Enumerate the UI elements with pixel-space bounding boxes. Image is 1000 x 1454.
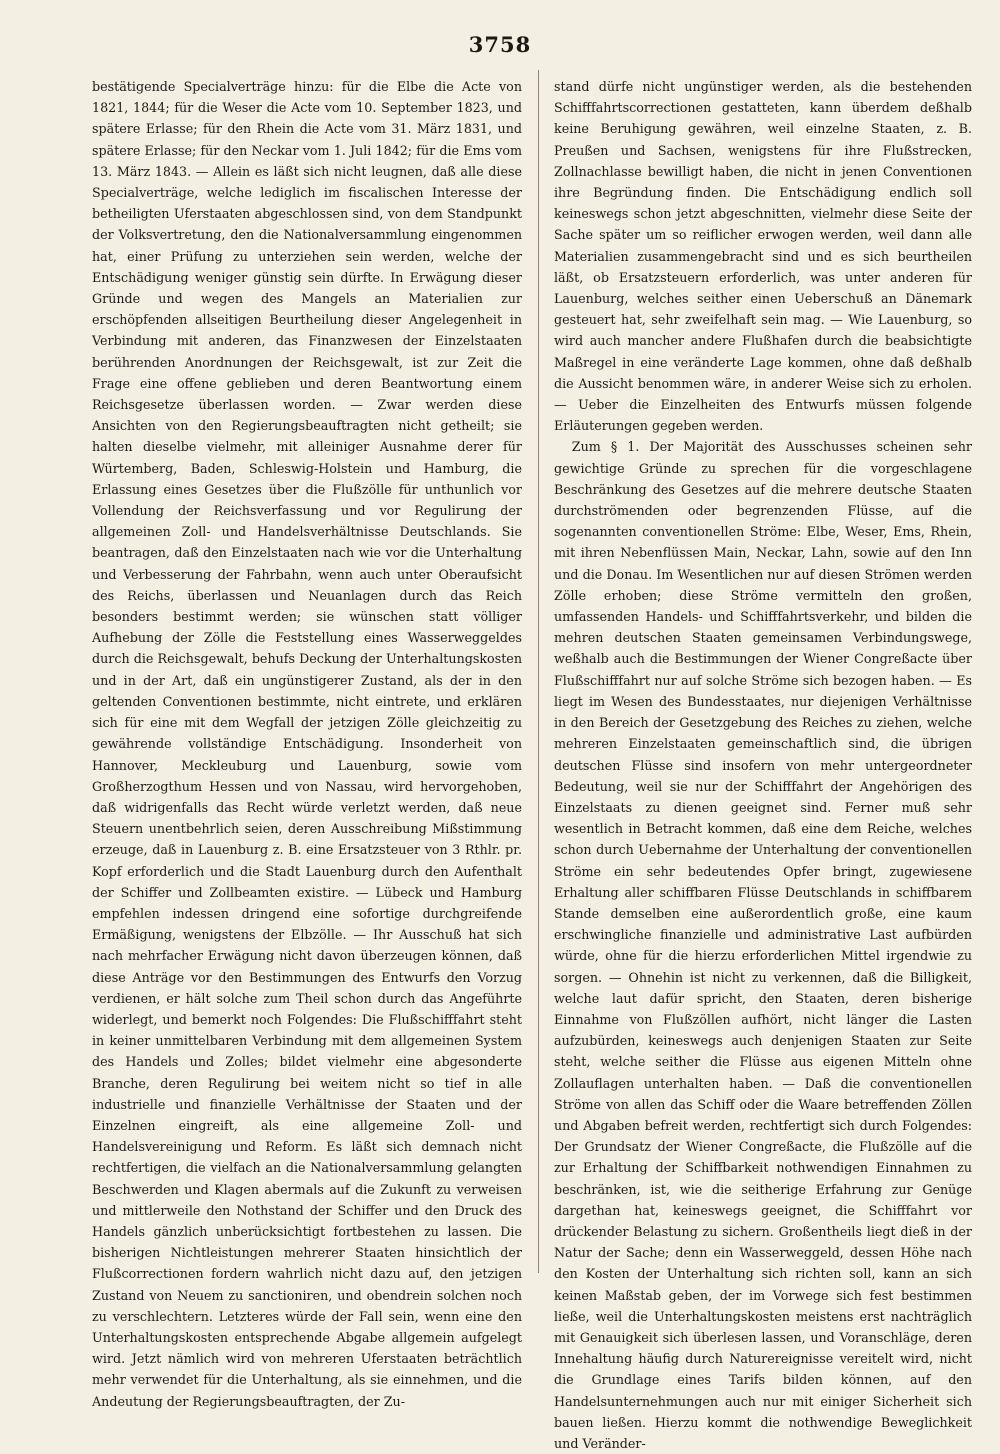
paragraph: Zum § 1. Der Majorität des Ausschusses scheinen sehr gewichtige Gründe zu sprechen für die vorgeschlagene Beschränkung des Gesetzes auf die mehrere deutsche Staaten durchströmenden oder begrenzenden Flüsse, auf die sogenannten conventionellen Ströme: Elbe, Weser, Ems, Rhein, mit ihren Nebenflüssen Main, Neckar, Lahn, sowie auf den Inn und die Donau. Im Wesentlichen nur auf diesen Strömen werden Zölle erhoben; diese Ströme vermitteln den großen, umfassenden Handels- und Schifffahrtsverkehr, und bilden die mehren deutschen Staaten gemeinsamen Verbindungswege, weßhalb auch die Bestimmungen der Wiener Congreßacte über Flußschifffahrt nur auf solche Ströme sich bezogen haben. — Es liegt im Wesen des Bundesstaates, nur diejenigen Verhältnisse in den Bereich der Gesetzgebung des Reiches zu ziehen, welche mehreren Einzelstaaten gemeinschaftlich sind, die übrigen deutschen Flüsse sind insofern von mehr untergeordneter Bedeutung, weil sie nur der Schifffahrt der Angehörigen des Einzelstaats zu dienen geeignet sind. Ferner muß sehr wesentlich in Betracht kommen, daß eine dem Reiche, welches schon durch Uebernahme der Unterhaltung der conventionellen Ströme ein sehr bedeutendes Opfer bringt, zugewiesene Erhaltung aller schiffbaren Flüsse Deutschlands in schiffbarem Stande demselben eine außerordentlich große, eine kaum erschwingliche finanzielle und administrative Last aufbürden würde, ohne für die hierzu erforderlichen Mittel irgendwie zu sorgen. — Ohnehin ist nicht zu verkennen, daß die Billigkeit, welche laut dafür spricht, den Staaten, deren bisherige Einnahme von Flußzöllen aufhört, nicht länger die Lasten aufzubürden, keineswegs auch denjenigen Staaten zur Seite steht, welche seither die Flüsse aus eigenen Mitteln ohne Zollauflagen unterhalten haben. — Daß die conventionellen Ströme von allen das Schiff oder die Waare betreffenden Zöllen und Abgaben befreit werden, rechtfertigt sich durch Folgendes: Der Grundsatz der Wiener Congreßacte, die Flußzölle auf die zur Erhaltung der Schiffbarkeit nothwendigen Einnahmen zu beschränken, ist, wie die seitherige Erfahrung zur Genüge dargethan hat, keineswegs geeignet, die Schifffahrt vor drückender Belastung zu sichern. Großentheils liegt dieß in der Natur der Sache; denn ein Wasserweggeld, dessen Höhe nach den Kosten der Unterhaltung sich richten soll, kann an sich keinen Maßstab geben, der im Vorwege sich fest bestimmen ließe, weil die Unterhaltungskosten meistens erst nachträglich mit Genauigkeit sich überlesen lassen, und Voranschläge, deren Innehaltung häufig durch Naturereignisse vereitelt wird, nicht die Grundlage eines Tarifs bilden können, auf den Handelsunternehmungen auch nur mit einiger Sicherheit sich bauen ließen. Hierzu kommt die nothwendige Beweglichkeit und Veränder- xyxy=(554,439,972,1451)
column-divider xyxy=(538,70,539,1273)
left-column xyxy=(92,76,522,1412)
paragraph: stand dürfe nicht ungünstiger werden, als die bestehenden Schifffahrtscorrectionen gestatteten, kann überdem deßhalb keine Beruhigung gewähren, weil einzelne Staaten, z. B. Preußen und Sachsen, wenigstens für ihre Flußstrecken, Zollnachlasse bewilligt haben, die nicht in jenen Conventionen ihre Begründung finden. Die Entschädigung endlich soll keineswegs schon jetzt abgeschnitten, vielmehr diese Seite der Sache später um so reiflicher erwogen werden, weil dann alle Materialien zusammengebracht sind und es sich beurtheilen läßt, ob Ersatzsteuern erforderlich, was unter anderen für Lauenburg, welches seither einen Ueberschuß an Dänemark gesteuert hat, sehr zweifelhaft sein mag. — Wie Lauenburg, so wird auch mancher andere Flußhafen durch die beabsichtigte Maßregel in eine veränderte Lage kommen, ohne daß deßhalb die Aussicht benommen wäre, in anderer Weise sich zu erholen. — Ueber die Einzelheiten des Entwurfs müssen folgende Erläuterungen gegeben werden. xyxy=(554,79,972,434)
page-number: 3758 xyxy=(468,32,532,57)
paragraph: bestätigende Specialverträge hinzu: für die Elbe die Acte von 1821, 1844; für die Weser die Acte vom 10. September 1823, und spätere Erlasse; für den Rhein die Acte vom 31. März 1831, und spätere Erlasse; für den Neckar vom 1. Juli 1842; für die Ems vom 13. März 1843. — Allein es läßt sich nicht leugnen, daß alle diese Specialverträge, welche lediglich im fiscalischen Interesse der betheiligten Uferstaaten abgeschlossen sind, von dem Standpunkt der Volksvertretung, den die Nationalversammlung eingenommen hat, einer Prüfung zu unterziehen sein werden, welche der Entschädigung weniger günstig sein dürfte. In Erwägung dieser Gründe und wegen des Mangels an Materialien zur erschöpfenden allseitigen Beurtheilung dieser Angelegenheit in Verbindung mit anderen, das Finanzwesen der Einzelstaaten berührenden Anordnungen der Reichsgewalt, ist zur Zeit die Frage eine offene geblieben und deren Beantwortung einem Reichsgesetze überlassen worden. — Zwar werden diese Ansichten von den Regierungsbeauftragten nicht getheilt; sie halten dieselbe vielmehr, mit alleiniger Ausnahme derer für Würtemberg, Baden, Schleswig-Holstein und Hamburg, die Erlassung eines Gesetzes über die Flußzölle für unthunlich vor Vollendung der Reichsverfassung und vor Regulirung der allgemeinen Zoll- und Handelsverhältnisse Deutschlands. Sie beantragen, daß den Einzelstaaten nach wie vor die Unterhaltung und Verbesserung der Fahrbahn, wenn auch unter Oberaufsicht des Reichs, überlassen und Neuanlagen durch das Reich besonders bestimmt werden; sie wünschen statt völliger Aufhebung der Zölle die Feststellung eines Wasserweggeldes durch die Reichsgewalt, behufs Deckung der Unterhaltungskosten und in der Art, daß ein ungünstigerer Zustand, als der in den geltenden Conventionen bestimmte, nicht eintrete, und erklären sich für eine mit dem Wegfall der jetzigen Zölle gleichzeitig zu gewährende vollständige Entschädigung. Insonderheit von Hannover, Meckleuburg und Lauenburg, sowie vom Großherzogthum Hessen und von Nassau, wird hervorgehoben, daß widrigenfalls das Recht würde verletzt werden, daß neue Steuern unentbehrlich seien, deren Ausschreibung Mißstimmung erzeuge, daß in Lauenburg z. B. eine Ersatzsteuer von 3 Rthlr. pr. Kopf erforderlich und die Stadt Lauenburg durch den Aufenthalt der Schiffer und Zollbeamten existire. — Lübeck und Hamburg empfehlen indessen dringend eine sofortige durchgreifende Ermäßigung, wenigstens der Elbzölle. — Ihr Ausschuß hat sich nach mehrfacher Erwägung nicht davon überzeugen können, daß diese Anträge vor den Bestimmungen des Entwurfs den Vorzug verdienen, er hält solche zum Theil schon durch das Angeführte widerlegt, und bemerkt noch Folgendes: Die Flußschifffahrt steht in keiner unmittelbaren Verbindung mit dem allgemeinen System des Handels und Zolles; bildet vielmehr eine abgesonderte Branche, deren Regulirung bei weitem nicht so tief in alle industrielle und finanzielle Verhältnisse der Staaten und der Einzelnen eingreift, als eine allgemeine Zoll- und Handelsvereinigung und Reform. Es läßt sich demnach nicht rechtfertigen, die vielfach an die Nationalversammlung gelangten Beschwerden und Klagen abermals auf die Zukunft zu verweisen und mittlerweile den Nothstand der Schiffer und den Druck des Handels gänzlich unberücksichtigt fortbestehen zu lassen. Die bisherigen Nichtleistungen mehrerer Staaten hinsichtlich der Flußcorrectionen fordern wahrlich nicht dazu auf, den jetzigen Zustand von Neuem zu sanctioniren, und obendrein solchen noch zu verschlechtern. Letzteres würde der Fall sein, wenn eine den Unterhaltungskosten entsprechende Abgabe allgemein aufgelegt wird. Jetzt nämlich wird von mehreren Uferstaaten beträchtlich mehr verwendet für die Unterhaltung, als sie einnehmen, und die Andeutung der Regierungsbeauftragten, der Zu- xyxy=(92,79,522,1409)
right-column xyxy=(554,76,972,1454)
